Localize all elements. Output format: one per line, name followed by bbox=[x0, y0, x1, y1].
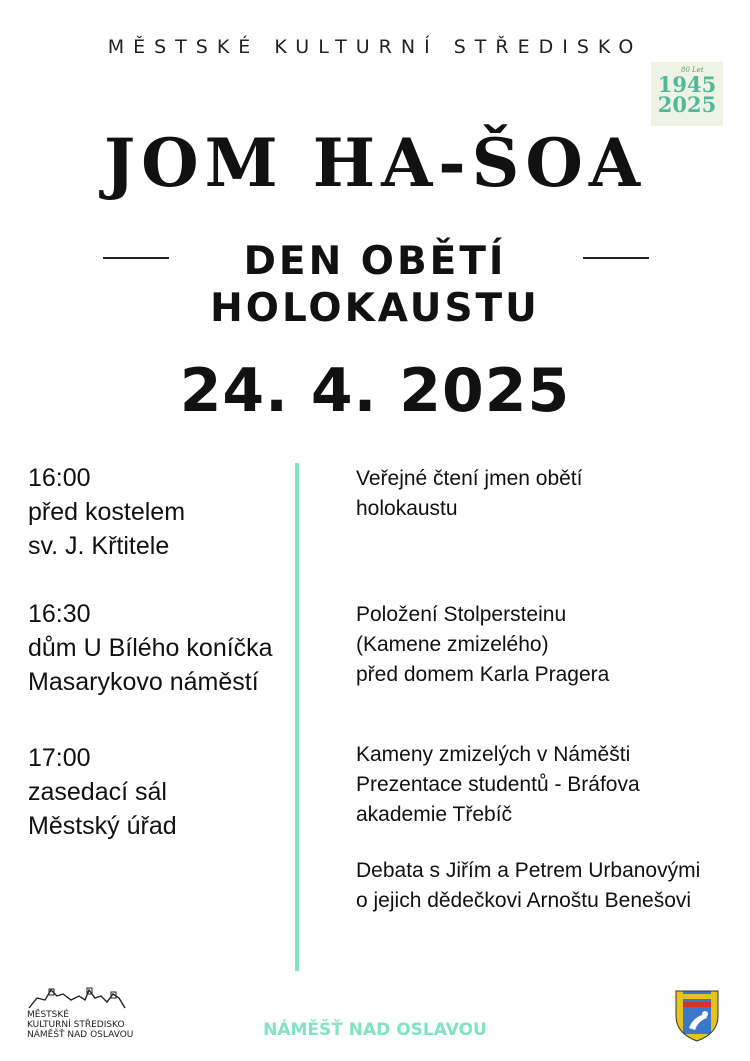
program-place-line: Městský úřad bbox=[28, 812, 177, 840]
program-event-line: Kameny zmizelých v Náměšti bbox=[356, 743, 631, 766]
program-divider bbox=[295, 463, 299, 971]
program-place-1 bbox=[28, 461, 293, 563]
program-event-line: Prezentace studentů - Bráfova bbox=[356, 773, 640, 796]
event-date: 24. 4. 2025 bbox=[179, 356, 571, 426]
program-place-line: dům U Bílého koníčka bbox=[28, 634, 273, 662]
program-event-line: před domem Karla Pragera bbox=[356, 663, 610, 686]
town-name: NÁMĚŠŤ NAD OSLAVOU bbox=[263, 1020, 487, 1040]
program-event-4 bbox=[356, 856, 746, 916]
program-time: 16:00 bbox=[28, 464, 91, 492]
program-event-2 bbox=[356, 600, 746, 690]
coat-of-arms-icon bbox=[675, 990, 719, 1042]
program-place-3 bbox=[28, 741, 293, 843]
program-event-line: (Kamene zmizelého) bbox=[356, 633, 549, 656]
subtitle bbox=[150, 238, 600, 332]
program-event-line: Debata s Jiřím a Petrem Urbanovými bbox=[356, 859, 701, 882]
program-time: 16:30 bbox=[28, 600, 91, 628]
program-event-line: holokaustu bbox=[356, 497, 458, 520]
anniversary-label: 80 Let bbox=[681, 66, 704, 74]
program-time: 17:00 bbox=[28, 744, 91, 772]
castle-outline-logo-icon bbox=[27, 986, 127, 1010]
program-event-line: o jejich dědečkovi Arnoštu Benešovi bbox=[356, 889, 692, 912]
anniversary-year-end: 2025 bbox=[657, 92, 717, 117]
logo-text-line: KULTURNÍ STŘEDISKO bbox=[27, 1020, 125, 1030]
subtitle-line-2: HOLOKAUSTU bbox=[210, 286, 540, 331]
anniversary-year-start: 1945 bbox=[657, 72, 717, 97]
program-event-line: akademie Třebíč bbox=[356, 803, 513, 826]
organizer-header: MĚSTSKÉ KULTURNÍ STŘEDISKO bbox=[107, 36, 643, 58]
logo-text-line: MĚSTSKÉ bbox=[27, 1010, 69, 1020]
logo-text-line: NÁMĚŠŤ NAD OSLAVOU bbox=[27, 1030, 134, 1040]
program-event-line: Položení Stolpersteinu bbox=[356, 603, 567, 626]
main-title: JOM HA-ŠOA bbox=[103, 124, 647, 202]
program-place-line: před kostelem bbox=[28, 498, 186, 526]
program-event-line: Veřejné čtení jmen obětí bbox=[356, 467, 583, 490]
program-event-3 bbox=[356, 740, 746, 830]
program-event-1 bbox=[356, 464, 746, 524]
anniversary-badge bbox=[651, 62, 723, 126]
program-place-line: zasedací sál bbox=[28, 778, 167, 806]
subtitle-line-1: DEN OBĚTÍ bbox=[243, 239, 507, 284]
program-place-line: Masarykovo náměstí bbox=[28, 668, 259, 696]
program-place-2 bbox=[28, 597, 293, 699]
program-place-line: sv. J. Křtitele bbox=[28, 532, 170, 560]
